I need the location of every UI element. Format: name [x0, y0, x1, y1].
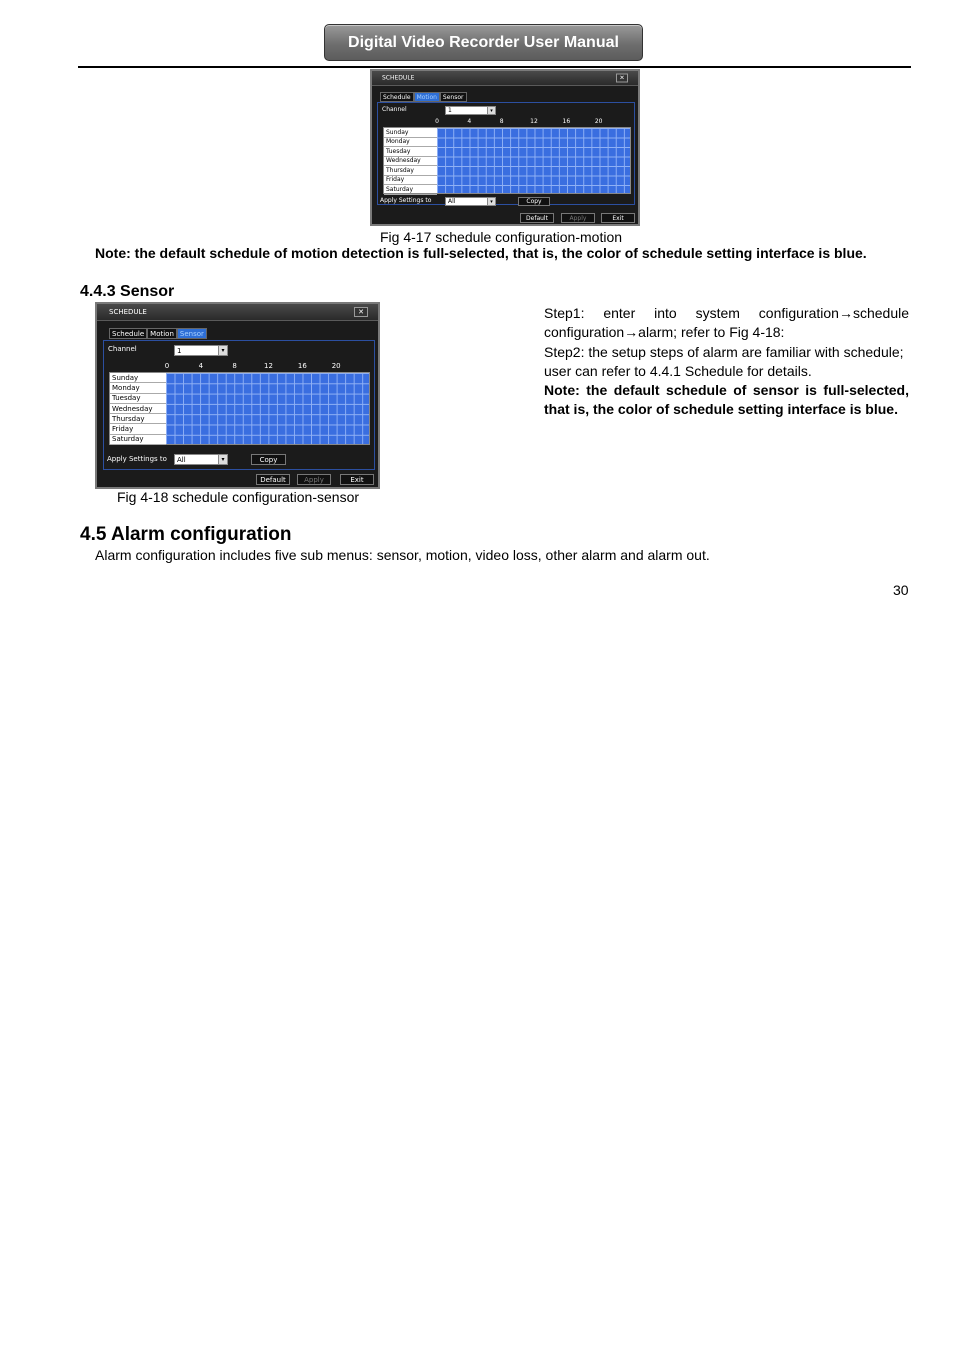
figure-caption: Fig 4-17 schedule configuration-motion — [380, 229, 623, 245]
chevron-down-icon: ▾ — [487, 107, 495, 114]
apply-button[interactable]: Apply — [297, 474, 331, 485]
hour-label: 4 — [467, 118, 472, 125]
day-label: Monday — [110, 383, 166, 393]
section-heading: 4.5 Alarm configuration — [80, 524, 292, 545]
day-label: Thursday — [110, 414, 166, 424]
schedule-grid — [109, 372, 370, 445]
hour-label: 0 — [435, 118, 439, 125]
apply-settings-select[interactable] — [174, 454, 228, 465]
default-button[interactable]: Default — [256, 474, 290, 485]
header-divider — [78, 66, 911, 68]
motion-schedule-note: Note: the default schedule of motion detection is full-selected, that is, the color of schedule setting interface is blue. — [95, 245, 867, 261]
hour-label: 8 — [499, 118, 504, 125]
channel-select[interactable] — [174, 345, 228, 356]
close-icon[interactable]: ✕ — [616, 74, 628, 83]
day-label: Sunday — [110, 373, 166, 383]
settings-panel — [103, 340, 375, 470]
tab-sensor[interactable]: Sensor — [440, 92, 467, 102]
day-label: Saturday — [110, 435, 166, 445]
hour-label: 20 — [331, 362, 341, 370]
day-label: Wednesday — [384, 157, 437, 167]
exit-button[interactable]: Exit — [340, 474, 374, 485]
copy-button[interactable]: Copy — [251, 454, 286, 465]
chevron-down-icon: ▾ — [218, 346, 227, 355]
schedule-window-motion — [370, 69, 640, 226]
tab-motion[interactable]: Motion — [414, 92, 440, 102]
chevron-down-icon: ▾ — [487, 198, 495, 205]
hour-label: 12 — [530, 118, 538, 125]
channel-label: Channel — [382, 106, 407, 113]
day-column — [110, 373, 166, 444]
window-titlebar — [372, 71, 638, 86]
hour-label: 12 — [264, 362, 273, 370]
channel-value: 1 — [177, 346, 182, 355]
window-titlebar — [97, 304, 378, 321]
schedule-cells[interactable] — [166, 373, 369, 444]
hour-axis — [164, 362, 370, 371]
hour-label: 0 — [164, 362, 170, 370]
hour-label: 16 — [562, 118, 571, 125]
hour-label: 20 — [594, 118, 603, 125]
window-title: SCHEDULE — [382, 74, 415, 82]
sensor-schedule-note: Note: the default schedule of sensor is full-selected, that is, the color of schedule setting interface is blue. — [544, 382, 909, 418]
channel-value: 1 — [448, 107, 452, 114]
manual-title: Digital Video Recorder User Manual — [348, 33, 619, 51]
copy-button[interactable]: Copy — [518, 197, 550, 206]
schedule-window-sensor — [95, 302, 380, 489]
day-column — [384, 128, 437, 193]
close-icon[interactable]: ✕ — [354, 307, 368, 317]
apply-settings-label: Apply Settings to — [380, 197, 432, 204]
manual-header-banner — [324, 24, 643, 61]
step1-text: Step1: enter into system configuration→schedule configuration→alarm; refer to Fig 4-18: — [544, 305, 909, 341]
apply-settings-value: All — [177, 455, 186, 464]
day-label: Thursday — [384, 166, 437, 176]
step2-text: Step2: the setup steps of alarm are familiar with schedule; user can refer to 4.4.1 Schedule for details. — [544, 344, 904, 380]
exit-button[interactable]: Exit — [601, 213, 635, 223]
channel-select[interactable] — [445, 106, 496, 115]
chevron-down-icon: ▾ — [218, 455, 227, 464]
tab-schedule[interactable]: Schedule — [109, 328, 147, 339]
hour-label: 8 — [232, 362, 237, 370]
hour-label: 4 — [198, 362, 204, 370]
schedule-grid — [383, 127, 631, 194]
window-title: SCHEDULE — [109, 308, 147, 316]
settings-panel — [377, 102, 635, 205]
section-heading: 4.4.3 Sensor — [80, 283, 175, 300]
day-label: Friday — [384, 176, 437, 186]
hour-axis — [437, 118, 631, 126]
figure-caption: Fig 4-18 schedule configuration-sensor — [117, 489, 360, 505]
day-label: Wednesday — [110, 404, 166, 414]
default-button[interactable]: Default — [520, 213, 554, 223]
channel-label: Channel — [108, 345, 137, 353]
hour-label: 16 — [297, 362, 307, 370]
apply-settings-select[interactable] — [445, 197, 496, 206]
day-label: Tuesday — [384, 147, 437, 157]
tab-schedule[interactable]: Schedule — [380, 92, 414, 102]
alarm-config-intro: Alarm configuration includes five sub menus: sensor, motion, video loss, other alarm and alarm out. — [95, 547, 710, 563]
day-label: Tuesday — [110, 394, 166, 404]
page-number: 30 — [893, 582, 909, 598]
apply-settings-value: All — [448, 198, 456, 205]
apply-settings-label: Apply Settings to — [107, 455, 167, 463]
apply-button[interactable]: Apply — [561, 213, 595, 223]
day-label: Friday — [110, 424, 166, 434]
day-label: Saturday — [384, 185, 437, 195]
tab-motion[interactable]: Motion — [147, 328, 177, 339]
tab-bar — [109, 328, 207, 339]
day-label: Monday — [384, 138, 437, 148]
schedule-cells[interactable] — [437, 128, 630, 193]
tab-sensor[interactable]: Sensor — [177, 328, 207, 339]
day-label: Sunday — [384, 128, 437, 138]
tab-bar — [380, 92, 467, 102]
